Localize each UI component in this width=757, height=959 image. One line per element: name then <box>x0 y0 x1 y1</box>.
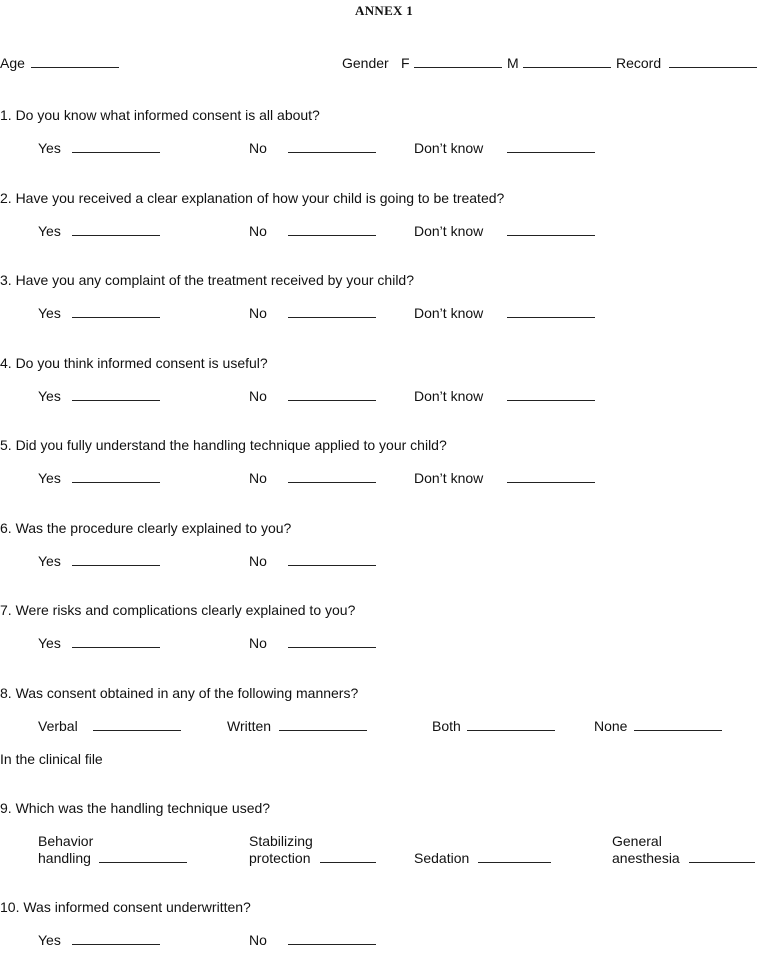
q1-yes-field[interactable] <box>72 152 160 153</box>
q9-behavior-label: Behavior <box>38 833 94 849</box>
q5-yes-label: Yes <box>38 470 61 486</box>
q7-no-label: No <box>249 635 267 651</box>
q2-dontknow-field[interactable] <box>507 235 595 236</box>
q5-no-field[interactable] <box>288 482 376 483</box>
q8-none-field[interactable] <box>634 730 722 731</box>
q9-stabilizing-label: Stabilizing <box>249 833 313 849</box>
q8-verbal-field[interactable] <box>93 730 181 731</box>
question-7: 7. Were risks and complications clearly explained to you? <box>0 602 356 618</box>
question-9: 9. Which was the handling technique used? <box>0 800 271 816</box>
q1-dontknow-label: Don’t know <box>414 140 484 156</box>
q9-sedation-field[interactable] <box>478 862 551 863</box>
q8-none-label: None <box>594 718 628 734</box>
page-title: ANNEX 1 <box>355 3 414 18</box>
q6-yes-label: Yes <box>38 553 61 569</box>
q9-protection-label: protection <box>249 850 311 866</box>
question-5: 5. Did you fully understand the handling technique applied to your child? <box>0 437 447 453</box>
q3-no-label: No <box>249 305 267 321</box>
q10-no-field[interactable] <box>288 944 376 945</box>
q6-no-label: No <box>249 553 267 569</box>
q8-written-field[interactable] <box>279 730 367 731</box>
q4-no-label: No <box>249 388 267 404</box>
q7-yes-field[interactable] <box>72 647 160 648</box>
q3-yes-field[interactable] <box>72 317 160 318</box>
q4-dontknow-label: Don’t know <box>414 388 484 404</box>
q5-no-label: No <box>249 470 267 486</box>
q9-general-label: General <box>612 833 662 849</box>
q8-both-field[interactable] <box>467 730 555 731</box>
q4-dontknow-field[interactable] <box>507 400 595 401</box>
clinical-file-label: In the clinical file <box>0 751 103 767</box>
q2-yes-field[interactable] <box>72 235 160 236</box>
q2-yes-label: Yes <box>38 223 61 239</box>
q6-no-field[interactable] <box>288 565 376 566</box>
q3-yes-label: Yes <box>38 305 61 321</box>
q3-dontknow-label: Don’t know <box>414 305 484 321</box>
q3-dontknow-field[interactable] <box>507 317 595 318</box>
q10-no-label: No <box>249 932 267 948</box>
q5-dontknow-label: Don’t know <box>414 470 484 486</box>
q8-both-label: Both <box>432 718 461 734</box>
q9-sedation-label: Sedation <box>414 850 470 866</box>
q5-yes-field[interactable] <box>72 482 160 483</box>
q9-handling-label: handling <box>38 850 91 866</box>
q1-dontknow-field[interactable] <box>507 152 595 153</box>
q5-dontknow-field[interactable] <box>507 482 595 483</box>
question-8: 8. Was consent obtained in any of the following manners? <box>0 685 359 701</box>
q9-anesthesia-label: anesthesia <box>612 850 680 866</box>
q6-yes-field[interactable] <box>72 565 160 566</box>
q2-no-field[interactable] <box>288 235 376 236</box>
question-4: 4. Do you think informed consent is useful? <box>0 355 268 371</box>
q8-written-label: Written <box>227 718 272 734</box>
q9-behavior-handling-field[interactable] <box>99 862 187 863</box>
question-10: 10. Was informed consent underwritten? <box>0 899 251 915</box>
q4-no-field[interactable] <box>288 400 376 401</box>
question-3: 3. Have you any complaint of the treatment received by your child? <box>0 272 414 288</box>
q4-yes-field[interactable] <box>72 400 160 401</box>
gender-m-label: M <box>507 55 519 71</box>
q1-no-field[interactable] <box>288 152 376 153</box>
q7-yes-label: Yes <box>38 635 61 651</box>
q9-stabilizing-protection-field[interactable] <box>320 862 376 863</box>
q2-no-label: No <box>249 223 267 239</box>
age-label: Age <box>0 55 25 71</box>
q7-no-field[interactable] <box>288 647 376 648</box>
gender-label: Gender <box>342 55 389 71</box>
q4-yes-label: Yes <box>38 388 61 404</box>
q10-yes-label: Yes <box>38 932 61 948</box>
q3-no-field[interactable] <box>288 317 376 318</box>
q8-verbal-label: Verbal <box>38 718 78 734</box>
q10-yes-field[interactable] <box>72 944 160 945</box>
question-1: 1. Do you know what informed consent is all about? <box>0 107 320 123</box>
q1-no-label: No <box>249 140 267 156</box>
record-field[interactable] <box>669 67 757 68</box>
age-field[interactable] <box>31 67 119 68</box>
question-2: 2. Have you received a clear explanation of how your child is going to be treated? <box>0 190 505 206</box>
gender-f-label: F <box>401 55 410 71</box>
q1-yes-label: Yes <box>38 140 61 156</box>
gender-f-field[interactable] <box>414 67 502 68</box>
record-label: Record <box>616 55 662 71</box>
q9-general-anesthesia-field[interactable] <box>689 862 755 863</box>
gender-m-field[interactable] <box>523 67 611 68</box>
question-6: 6. Was the procedure clearly explained to you? <box>0 520 292 536</box>
q2-dontknow-label: Don’t know <box>414 223 484 239</box>
